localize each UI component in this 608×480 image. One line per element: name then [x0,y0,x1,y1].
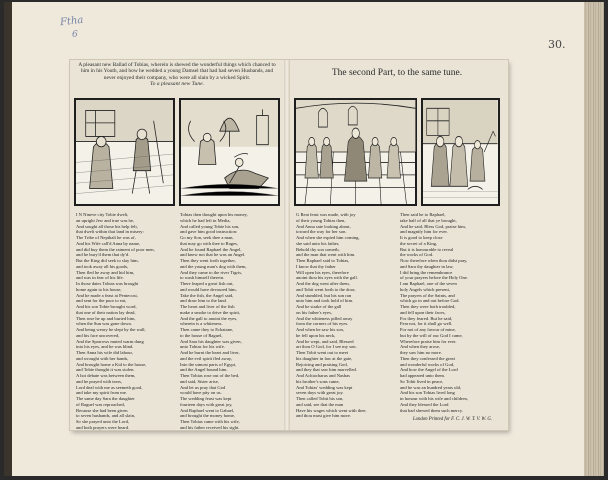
verse-line: Then Tobias came with his wife, [180,419,240,424]
verse-line: and the young man's dog with them, [180,263,247,269]
verse-line: And sought all those his help felt, [76,223,138,229]
verse-line: And let us pray that God [180,384,226,390]
verse-line: seven days with great joy. [296,390,344,396]
verse-line: and brought the money home, [180,413,235,419]
verse-line: I N Nineve city Tobie dwelt, [76,212,129,217]
verse-line: on his father's eyes, [296,309,333,315]
verse-line: but by the will of our God I came, [400,332,463,338]
verse-line: And the whiteness pilled away [296,315,353,321]
verse-line: and they that saw him marvelled. [296,367,357,373]
album-page [4,2,604,476]
verse-line: And when she espied him coming, [296,235,360,240]
verse-column-3 [296,212,394,424]
verse-line: the secret of a King, [400,240,438,246]
verse-line: and thou must give him more. [296,413,352,419]
album-page-edges [584,2,604,476]
verse-line: And they came to the river Tigris, [180,269,243,275]
verse-line: and magnify him for ever. [400,229,448,235]
verse-line: It is good to keep close [400,235,443,240]
verse-line: Behold thy son cometh, [296,246,340,252]
verse-line: holy Angels which present, [400,286,451,292]
verse-column-2 [180,212,278,430]
verse-line: into his eyes, and he was blind. [76,344,134,350]
verse-line: and the evil spirit fled away, [180,355,233,361]
verse-line: in honour with his wife and children, [400,396,469,401]
verse-line: Then rose he up and buried him, [76,315,136,321]
verse-line: And Anna sate looking about, [296,223,351,229]
verse-line: And he wept, and said, Blessed [296,338,354,344]
verse-line: Then they confessed the great [400,355,455,361]
verse-line: Will open his eyes, therefore [296,269,349,275]
verse-line: And how the Angel of the Lord [400,367,458,373]
verse-line: that may go with thee to Rages, [180,240,239,246]
verse-line: an upright Jew and true was he, [76,217,135,223]
verse-line: Into the utmost parts of Egypt, [180,361,237,367]
verse-line: The Tribe of Nepthali he was of, [76,235,136,240]
verse-line: and wrought with her hands, [76,355,129,361]
verse-line: home again to his house, [76,286,122,292]
woodcut-tobit-blind [74,98,175,206]
verse-line: and both prayers were heard. [76,424,130,430]
verse-line: The wedding feast was kept [180,396,232,401]
verse-line: And called young Tobie his son, [180,223,240,229]
verse-line: A hot debate was between them, [76,373,136,378]
verse-line: But the King did seek to slay him, [76,258,139,263]
verse-line: anoint thou his eyes with the gall. [296,275,358,281]
verse-line: And brought home a Kid to the house, [76,361,147,367]
printer-imprint: London Printed for F. C. J. W. T. V. W. G. [412,417,492,422]
verse-line: and said, see that the man [296,401,344,407]
verse-line: I did bring the remembrance [400,269,453,275]
verse-line: and did buy them the raiment of poor men, [76,246,155,252]
verse-line: and Tobie thought it was stolen. [76,367,135,373]
verse-line: and sent for the poor to eat, [76,298,127,304]
verse-line: In those daies Tobias was brought [76,281,139,286]
ballad-heading-text: A pleasant new Ballad of Tobias, wherein is shewed the wonderful things which chanced to him in his Youth, and how he wedded a young Damsel that had had seven Husbands, and never enjoyed their company, who were all slain by a wicked Spirit. [78,62,276,81]
verse-line: Then Raphael said to Tobias, [296,258,350,263]
verse-line: to wash himself therein. [180,275,225,281]
verse-line: Tobias then thought upon his money, [180,212,248,217]
verse-line: and his father received his sight. [180,424,240,430]
woodcut-tobit-healed [421,98,500,206]
woodcut-row-left [74,98,280,206]
verse-line: And his Wife call'd Anna by name, [76,240,141,246]
verse-line: So she prayed unto the Lord, [76,419,130,424]
verse-line: would have pity on us. [180,390,222,396]
verse-line: And his son Tobias lived long [400,390,455,396]
pencil-annotation-number: 6 [72,30,78,40]
verse-line: to the house of Raguel, [180,332,223,338]
woodcut-illustration-icon [423,100,498,204]
verse-line: And stumbled, but his son ran [296,292,352,298]
verse-line: and was in fear of his life. [76,275,124,281]
verse-line: had appeared unto them. [400,373,446,378]
verse-line: For not of any favour of mine, [400,327,456,332]
verse-line: Fear not, for it shall go well. [400,321,453,327]
verse-line: Take the fish, the Angel said, [180,292,234,298]
verse-line: from the corners of his eyes. [296,321,349,327]
verse-line: Go my Son, seek thee a man, [180,235,234,240]
verse-line: And the Sparrows muted warm dung [76,338,144,344]
verse-line: and he was an hundred years old, [400,384,462,390]
verse-line: And being weary he slept by the wall, [76,327,146,332]
verse-line: And the dog went after them, [296,281,350,286]
verse-line: and he prayed with tears, [76,378,123,384]
verse-line: And he burnt the heart and liver, [180,350,240,355]
verse-line: Then Tobias rose out of the bed, [180,373,240,378]
verse-line: And Achiacharus and Nasbas [296,373,350,378]
verse-line: And he made a feast at Pentecost, [76,292,138,298]
verse-line: she said unto his father, [296,240,340,246]
verse-line: And Tobias' wedding was kept [296,384,353,390]
verse-line: Then called Tobit his son, [296,396,344,401]
verse-line: his brother's sons came, [296,378,340,384]
verse-line: that had shewed them such mercy. [400,407,463,413]
verse-line: And they blessed the Lord [400,401,449,407]
verse-line: fourteen days with great joy, [180,401,233,407]
verse-line: And he found Raphael the Angel, [180,246,242,252]
verse-line: when the Sun was gone down. [76,321,132,327]
verse-line: and Tobit went forth to the door, [296,286,356,292]
verse-line: that dwelt within that land in misery: [76,229,144,235]
verse-line: that one of their nation lay dead, [76,309,136,315]
verse-line: There leaped a great fish out, [180,281,234,286]
verse-line: they saw him no more. [400,350,442,355]
verse-line: Then came they to Ecbatane, [180,327,234,332]
verse-line: to seven husbands, and all slain, [76,413,136,419]
verse-line: G Reat feast was made, with joy [296,212,356,217]
part-two-title: The second Part, to the same tune. [331,68,463,78]
verse-column-4 [400,212,498,424]
verse-line: and he bury'd them that dy'd. [76,252,130,258]
verse-line: And Raphael went to Gabael, [180,407,235,413]
verse-line: unto him and took hold of him. [296,298,354,304]
verse-line: But it is honourable to reveal [400,246,454,252]
verse-line: Lord deal with me as seemeth good, [76,384,143,390]
verse-line: I know that thy father [296,263,336,269]
verse-line: toward the way for her son. [296,229,347,235]
verse-line: And when he saw his son, [296,327,344,332]
verse-line: his daughter in law at the gate, [296,355,353,361]
verse-line: And the gall to anoint the eyes, [180,315,238,321]
verse-line: and gave him good instruction: [180,229,238,235]
verse-line: And he strake of the gall [296,304,342,309]
verse-line: Then they went forth together, [180,258,236,263]
verses-part-one [76,212,278,430]
folio-number: 30. [548,38,566,51]
woodcut-illustration-icon [296,100,415,204]
verse-line: which go in and out before God. [400,298,460,304]
verse-line: of their young Tobias then, [296,217,346,223]
verse-line: of your prayers before the Holy One. [400,275,468,281]
broadside-part-one [70,60,284,430]
verse-line: wherein is a whiteness. [180,321,223,327]
verse-line: which he had left in Media, [180,217,231,223]
verse-line: art thou O God, for I see my son. [296,344,357,350]
verse-line: and the Angel bound him. [180,367,228,373]
woodcut-row-right [294,98,500,206]
verse-line: of Raguel was reproached, [76,401,125,407]
broadside-part-two [290,60,504,430]
broadside-sheet [70,60,508,430]
verse-line: Then they were both troubled, [400,304,456,309]
verse-line: unto Tobias for his wife. [180,344,225,350]
ballad-tune: To a pleasant new Tune. [149,81,205,88]
verse-line: and wonderful works of God, [400,361,455,367]
verse-line: make a smoke to drive the spirit, [180,309,241,315]
ballad-heading [70,60,284,96]
verse-line: and fell upon their faces, [400,309,446,315]
verse-line: And when they arose, [400,344,441,350]
verse-line: take half of all that ye brought, [400,217,457,223]
verse-line: Rejoicing and praising God, [296,361,348,367]
verse-line: So Tobit lived in peace, [400,378,444,384]
verse-line: And he said, Bless God, praise him, [400,223,466,229]
verse-line: Now therefore when thou didst pray, [400,258,468,263]
verse-line: Wherefore praise him for ever. [400,338,457,344]
verse-line: Then fled he away and hid him, [76,269,135,275]
verse-line: For they feared. But he said, [400,315,453,321]
verse-line: and take my spirit from me. [76,390,128,396]
verse-line: The prayers of the Saints, and [400,292,455,298]
pencil-annotation: Ftha [59,14,84,29]
verse-line: The heart and liver of the fish [180,304,235,309]
verse-line: and took away all his goods, [76,263,129,269]
woodcut-illustration-icon [181,100,278,204]
verse-line: he fell upon his neck, [296,332,336,338]
verse-line: Then Anna his wife did labour, [76,350,133,355]
verse-line: and said, Sister arise, [180,378,219,384]
woodcut-tobias-fish [179,98,280,206]
verse-line: The same day Sara the daughter [76,396,135,401]
verse-line: and the man that went with him. [296,252,356,258]
verses-part-two [296,212,498,424]
verse-line: the works of God. [400,252,434,258]
verse-line: and would have devoured him, [180,286,237,292]
verse-line: and Sara thy daughter in law, [400,263,454,269]
verse-line: and his face uncovered, [76,332,120,338]
woodcut-illustration-icon [76,100,173,204]
verse-line: I am Raphael, one of the seven [400,281,457,286]
woodcut-wedding-hall [294,98,417,206]
verse-line: Because she had been given [76,407,128,413]
verse-line: and knew not that he was an Angel. [180,252,246,258]
verse-line: And his son Tobie brought word, [76,304,137,309]
verse-line: Then said he to Raphael, [400,212,446,217]
verse-line: And Sara his daughter was given, [180,338,242,344]
verse-line: Have his wages which went with thee, [296,407,367,413]
verse-line: Then Tobit went out to meet [296,350,349,355]
verse-column-1 [76,212,174,430]
verse-line: and draw him to the land. [180,298,227,304]
